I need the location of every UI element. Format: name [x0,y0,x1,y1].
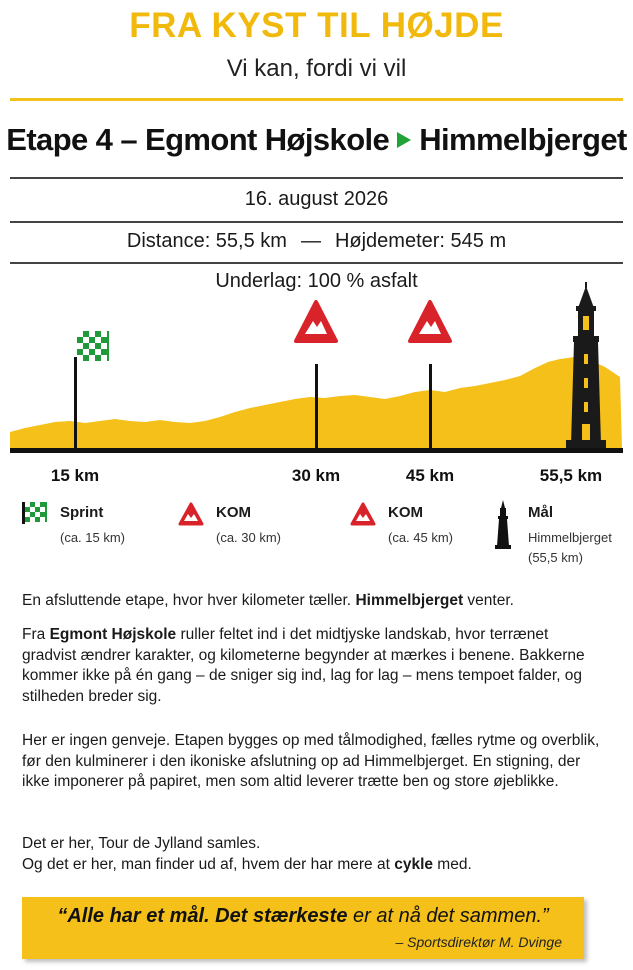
poster-title: FRA KYST TIL HØJDE [129,6,504,45]
climb-text: Her er ingen genveje. Etapen bygges op med tålmodighed, fælles rytme og overblik, før den kulminerer i den ikoniske afslutning op ad Himmelbjerget. En stigning, der ikke imponerer på papiret, men som altid leverer trætte ben og store øjeblikke. [22,732,600,790]
stage-stats [0,230,633,253]
legend-finish-km: (55,5 km) [528,550,583,565]
legend-kom-45-label: KOM [388,504,423,521]
stage-surface: Underlag: 100 % asfalt [215,270,418,292]
legend-finish-label: Mål [528,504,554,521]
paragraph-closing [22,834,602,875]
sprint-pole [74,357,77,448]
checkered-flag-icon [22,502,48,524]
tower-icon [490,498,516,550]
kom-45-pole [429,364,432,448]
kom-30-pole [315,364,318,448]
kom-45-icon [410,302,450,341]
quote-open: “Alle har et mål. [57,905,216,927]
paragraph-climb [22,731,602,793]
quote-box [22,897,584,959]
marker-label-finish: 55,5 km [539,466,603,485]
closing-bold: cykle [394,855,433,873]
play-arrow-icon [397,132,411,148]
paragraph-intro [22,591,602,612]
route-text-start: Fra [22,626,50,643]
elevation-profile [0,282,633,492]
quote-text [22,905,584,928]
title-divider [10,177,623,179]
marker-label-45: 45 km [405,466,455,485]
marker-label-15: 15 km [50,466,100,485]
legend-finish-sub [528,528,612,568]
stage-date: 16. august 2026 [244,188,389,210]
kom-mountain-icon [350,502,376,526]
stage-title [0,122,633,158]
quote-bold: Det stærkeste [215,905,348,927]
route-text: ruller feltet ind i det midtjyske landskab, hvor terrænet gradvist ændrer karakter, og kilometerne begynder at mærkes i benene. Bakkerne kommer ikke på én gang – de sniger sig ind, lag for lag – mens tempoet falder, og stilheden breder sig. [22,626,585,705]
checkered-flag-icon [77,331,109,361]
stage-elevation: Højdemeter: 545 m [334,230,507,252]
stage-finish: Himmelbjerget [419,122,627,157]
profile-baseline [10,448,623,453]
closing-line-1: Det er her, Tour de Jylland samles. [22,835,261,852]
marker-label-30: 30 km [291,466,341,485]
legend-kom-30-sub: (ca. 30 km) [216,530,282,545]
legend-kom-45-sub: (ca. 45 km) [388,530,454,545]
closing-text-end: med. [433,855,472,873]
legend-sprint-sub: (ca. 15 km) [60,530,126,545]
intro-bold: Himmelbjerget [355,592,464,609]
quote-author: – Sportsdirektør M. Dvinge [395,934,562,950]
paragraph-route [22,625,602,707]
closing-line-2 [22,855,602,876]
intro-text: En afsluttende etape, hvor hver kilometer tæller. [22,592,356,609]
stage-distance: Distance: 55,5 km [126,230,287,252]
date-divider [10,221,623,223]
closing-text: Og det er her, man finder ud af, hvem der har mere at [22,855,395,873]
legend-sprint-label: Sprint [60,504,104,521]
legend-kom-30-label: KOM [216,504,251,521]
quote-close: er at nå det sammen.” [347,905,549,927]
stage-start: Etape 4 – Egmont Højskole [6,122,390,157]
header-divider [10,98,623,101]
legend-finish-place: Himmelbjerget [528,530,612,545]
poster-subtitle: Vi kan, fordi vi vil [226,55,407,82]
kom-30-icon [296,302,336,341]
intro-text-end: venter. [463,592,514,609]
route-bold: Egmont Højskole [49,626,177,643]
kom-mountain-icon [178,502,204,526]
stats-separator: — [300,230,321,252]
stats-divider [10,262,623,264]
